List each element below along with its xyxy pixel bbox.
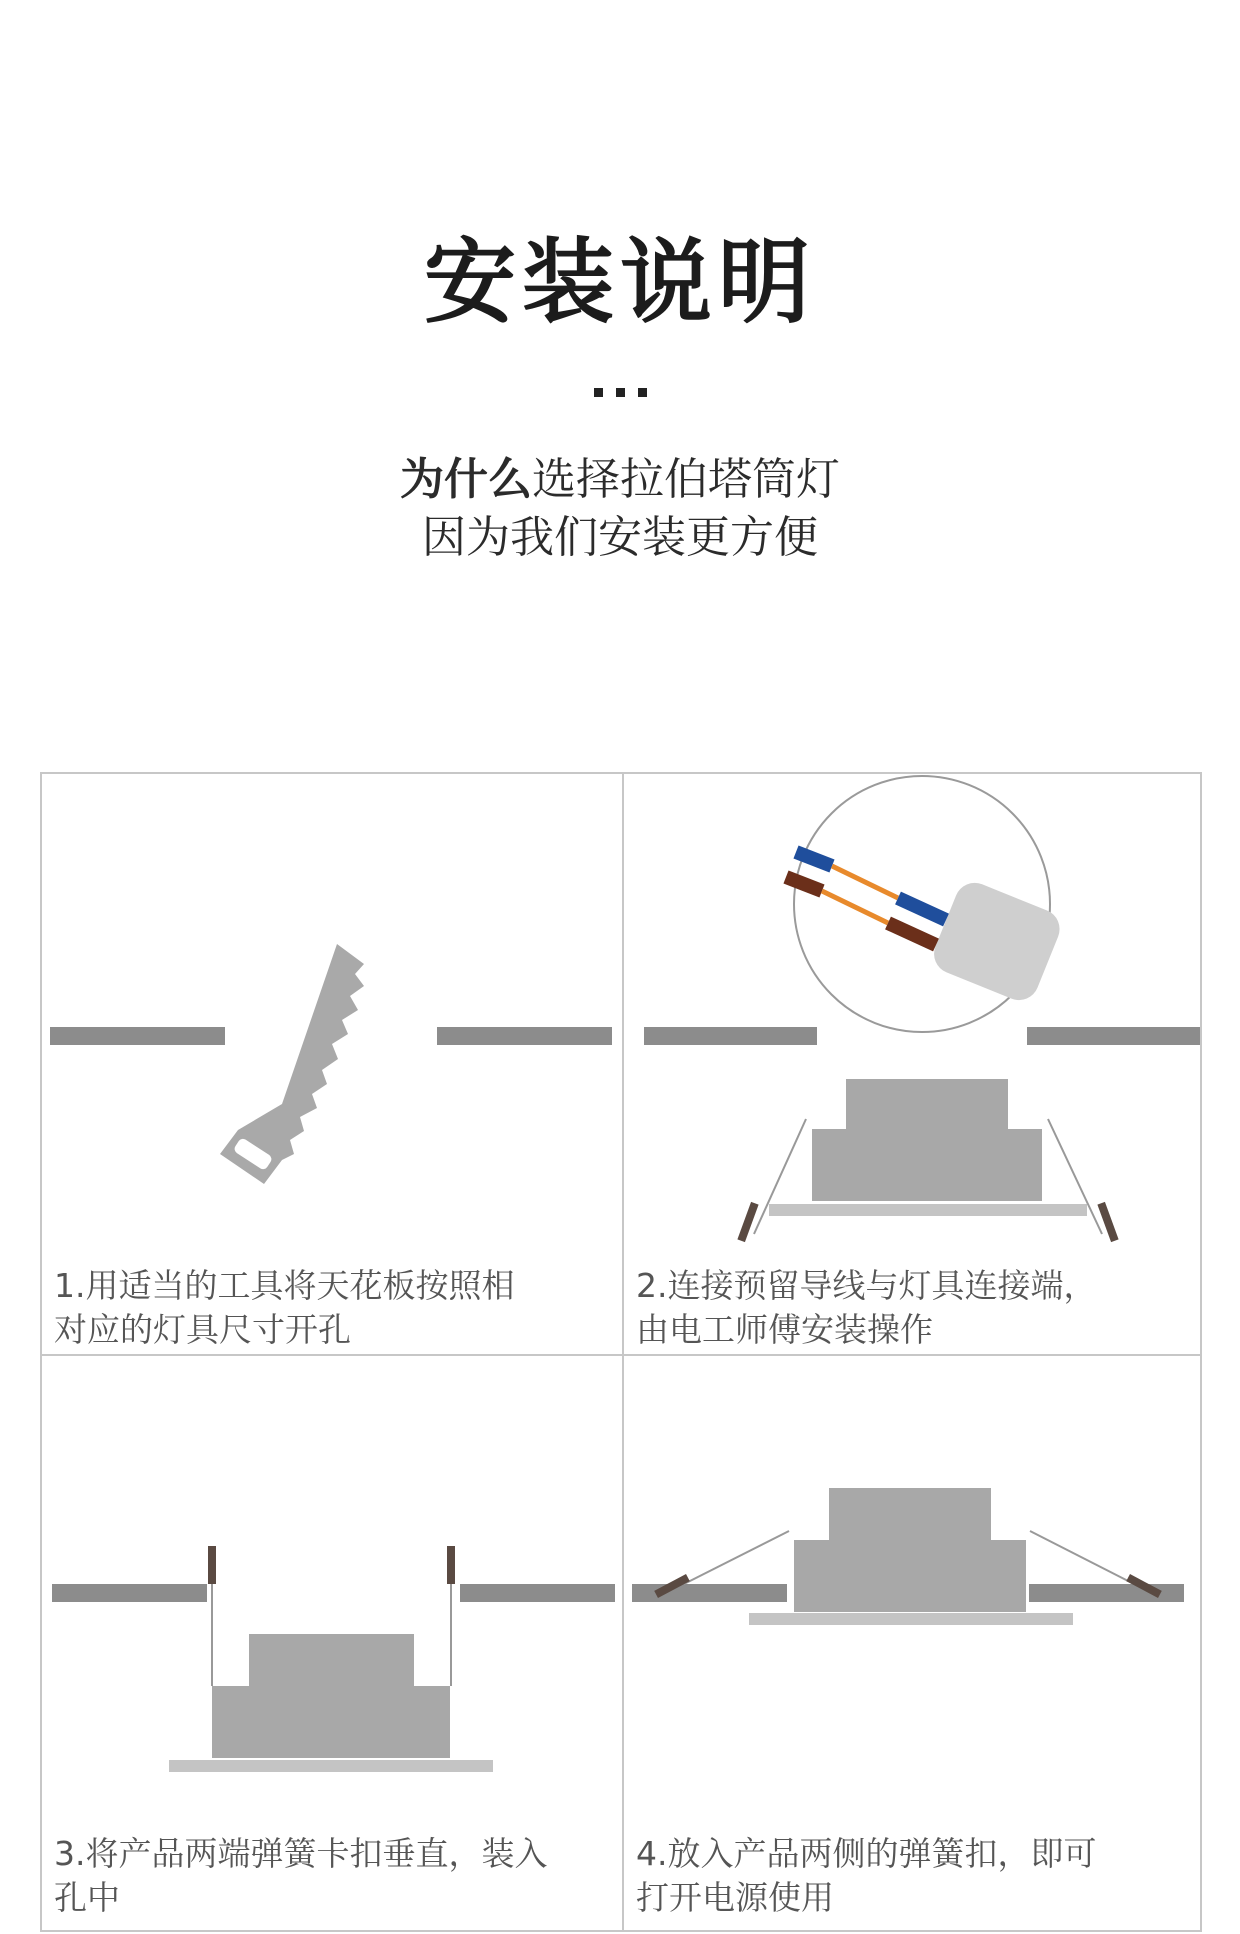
- spring-wire-right: [1048, 1119, 1102, 1234]
- step-2-panel: [624, 774, 1202, 1352]
- spring-wire-left: [754, 1119, 806, 1234]
- subtitle-rest: 选择拉伯塔筒灯: [532, 454, 840, 505]
- step-4-caption: [636, 1832, 1196, 1920]
- spring-clip-right: [447, 1546, 455, 1584]
- lamp-trim: [769, 1204, 1087, 1216]
- subtitle-bold: 为什么: [400, 454, 532, 505]
- ceiling-left: [52, 1584, 207, 1602]
- step-1-caption-line-2: 对应的灯具尺寸开孔: [54, 1310, 351, 1349]
- subtitle-line-1: [0, 450, 1240, 510]
- spring-wire-right: [1030, 1531, 1134, 1584]
- step-1-caption-line-1: 1.用适当的工具将天花板按照相: [54, 1266, 515, 1305]
- lamp-trim: [169, 1760, 493, 1772]
- step-1-panel: [42, 774, 620, 1352]
- lamp-top-housing: [829, 1488, 991, 1540]
- ceiling-right: [460, 1584, 615, 1602]
- step-3-caption-line-1: 3.将产品两端弹簧卡扣垂直，装入: [54, 1834, 548, 1873]
- step-2-caption-line-1: 2.连接预留导线与灯具连接端，: [636, 1266, 1097, 1305]
- title-divider-dots: [0, 388, 1240, 397]
- step-1-caption: [54, 1264, 614, 1352]
- step-2-caption: [636, 1264, 1196, 1352]
- spring-clip-left: [208, 1546, 216, 1584]
- step-3-caption: [54, 1832, 614, 1920]
- subtitle-line-2: 因为我们安装更方便: [422, 512, 818, 563]
- ceiling-right: [437, 1027, 612, 1045]
- step-3-caption-line-2: 孔中: [54, 1878, 120, 1917]
- lamp-top-housing: [846, 1079, 1008, 1131]
- spring-clip-right: [1097, 1202, 1118, 1242]
- step-2-caption-line-2: 由电工师傅安装操作: [636, 1310, 933, 1349]
- lamp-top-housing: [249, 1634, 414, 1686]
- spring-wire-left: [684, 1531, 789, 1584]
- step-3-panel: [42, 1356, 620, 1934]
- saw-icon: [220, 944, 364, 1184]
- spring-clip-left: [737, 1202, 758, 1242]
- step-4-caption-line-2: 打开电源使用: [636, 1878, 834, 1917]
- ceiling-right: [1027, 1027, 1200, 1045]
- ceiling-left: [632, 1584, 787, 1602]
- ceiling-left: [50, 1027, 225, 1045]
- installation-steps-grid: [40, 772, 1202, 1932]
- step-4-panel: [624, 1356, 1202, 1934]
- ceiling-left: [644, 1027, 817, 1045]
- step-4-caption-line-1: 4.放入产品两侧的弹簧扣，即可: [636, 1834, 1097, 1873]
- lamp-body: [212, 1686, 450, 1758]
- lamp-trim: [749, 1613, 1073, 1625]
- lamp-body: [794, 1540, 1026, 1612]
- page-title: 安装说明: [423, 229, 816, 336]
- lamp-body: [812, 1129, 1042, 1201]
- ceiling-right: [1029, 1584, 1184, 1602]
